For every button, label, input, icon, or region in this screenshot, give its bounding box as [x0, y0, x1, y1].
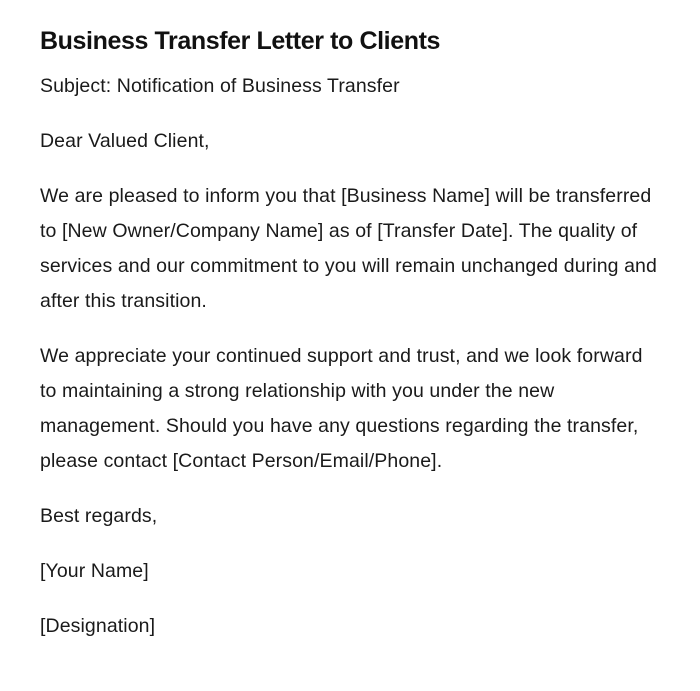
closing: Best regards,	[40, 505, 158, 527]
body-paragraph-2: We appreciate your continued support and trust, and we look forward to maintaining a strong relationship with you under the new management. Should you have any questions regarding the transfer, please contact [Contact Person/Email/Phone].	[40, 345, 643, 472]
subject-line: Subject: Notification of Business Transfer	[40, 75, 400, 97]
salutation: Dear Valued Client,	[40, 130, 210, 152]
signature-name: [Your Name]	[40, 560, 149, 582]
signature-designation: [Designation]	[40, 615, 156, 637]
letter-document	[40, 24, 660, 664]
body-paragraph-1: We are pleased to inform you that [Business Name] will be transferred to [New Owner/Company Name] as of [Transfer Date]. The quality of services and our commitment to you will remain unchanged during and after this transition.	[40, 185, 657, 312]
page-title: Business Transfer Letter to Clients	[40, 27, 441, 55]
